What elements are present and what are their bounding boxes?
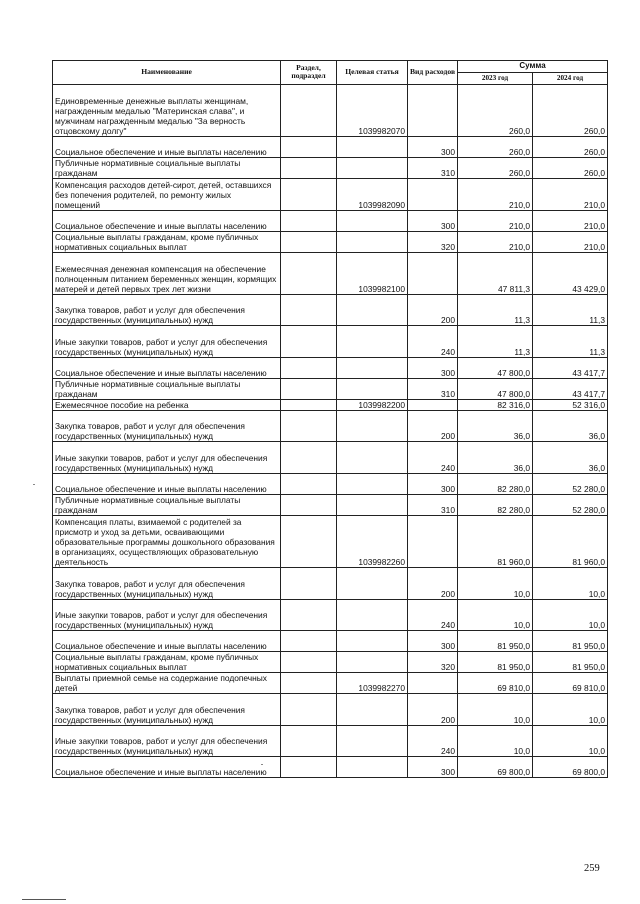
row-sum-2024: 260,0 — [533, 158, 608, 179]
row-target — [337, 357, 408, 378]
row-sum-2023: 260,0 — [458, 84, 533, 137]
row-section — [281, 442, 337, 474]
row-name: Публичные нормативные социальные выплаты гражданам — [53, 378, 281, 399]
row-target: 1039982200 — [337, 399, 408, 410]
row-kind — [408, 515, 458, 568]
table-row — [53, 568, 608, 600]
row-sum-2023: 10,0 — [458, 599, 533, 631]
row-sum-2024: 11,3 — [533, 326, 608, 358]
row-name: Социальное обеспечение и иные выплаты населению — [53, 357, 281, 378]
table-row — [53, 694, 608, 726]
row-target — [337, 210, 408, 231]
row-target — [337, 652, 408, 673]
row-sum-2023: 10,0 — [458, 694, 533, 726]
table-row — [53, 84, 608, 137]
table-row — [53, 210, 608, 231]
row-name: Иные закупки товаров, работ и услуг для обеспечения государственных (муниципальных) нужд — [53, 326, 281, 358]
row-name: Социальное обеспечение и иные выплаты населению — [53, 631, 281, 652]
row-name: Ежемесячное пособие на ребенка — [53, 399, 281, 410]
row-sum-2023: 81 950,0 — [458, 631, 533, 652]
row-target — [337, 231, 408, 252]
row-target: 1039982100 — [337, 252, 408, 294]
header-kind: Вид расходов — [408, 61, 458, 85]
row-section — [281, 673, 337, 694]
row-section — [281, 599, 337, 631]
row-name: Закупка товаров, работ и услуг для обеспечения государственных (муниципальных) нужд — [53, 694, 281, 726]
row-section — [281, 494, 337, 515]
row-target — [337, 294, 408, 326]
row-name: Социальное обеспечение и иные выплаты населению — [53, 757, 281, 778]
header-name: Наименование — [53, 61, 281, 85]
row-sum-2024: 10,0 — [533, 568, 608, 600]
row-kind: 300 — [408, 210, 458, 231]
table-row — [53, 179, 608, 211]
table-row — [53, 294, 608, 326]
row-section — [281, 473, 337, 494]
row-kind: 240 — [408, 442, 458, 474]
row-sum-2023: 82 316,0 — [458, 399, 533, 410]
scan-speck — [33, 484, 35, 485]
row-kind — [408, 673, 458, 694]
row-section — [281, 515, 337, 568]
page-number: 259 — [584, 863, 600, 874]
row-sum-2023: 210,0 — [458, 179, 533, 211]
row-kind: 310 — [408, 378, 458, 399]
row-section — [281, 84, 337, 137]
row-sum-2023: 47 800,0 — [458, 378, 533, 399]
row-name: Иные закупки товаров, работ и услуг для обеспечения государственных (муниципальных) нужд — [53, 442, 281, 474]
row-sum-2023: 210,0 — [458, 231, 533, 252]
row-sum-2023: 36,0 — [458, 410, 533, 442]
row-sum-2024: 52 316,0 — [533, 399, 608, 410]
table-row — [53, 599, 608, 631]
table-row — [53, 137, 608, 158]
row-name: Социальное обеспечение и иные выплаты населению — [53, 473, 281, 494]
row-kind — [408, 252, 458, 294]
table-row — [53, 399, 608, 410]
row-sum-2023: 260,0 — [458, 137, 533, 158]
row-target — [337, 137, 408, 158]
row-sum-2024: 43 417,7 — [533, 378, 608, 399]
row-name: Единовременные денежные выплаты женщинам, награжденным медалью "Материнская слава", и мужчинам награжденным медалью "За верность отцовскому долгу" — [53, 84, 281, 137]
header-sum: Сумма — [458, 61, 608, 73]
row-kind: 320 — [408, 231, 458, 252]
row-sum-2023: 82 280,0 — [458, 473, 533, 494]
row-section — [281, 326, 337, 358]
row-target — [337, 378, 408, 399]
row-sum-2024: 52 280,0 — [533, 494, 608, 515]
row-sum-2023: 81 960,0 — [458, 515, 533, 568]
row-name: Компенсация платы, взимаемой с родителей за присмотр и уход за детьми, осваивающими образовательные программы дошкольного образования в организациях, осуществляющих образовательную деятельность — [53, 515, 281, 568]
row-sum-2024: 11,3 — [533, 294, 608, 326]
row-kind — [408, 399, 458, 410]
row-target — [337, 473, 408, 494]
row-target — [337, 757, 408, 778]
row-sum-2024: 43 417,7 — [533, 357, 608, 378]
row-sum-2024: 81 960,0 — [533, 515, 608, 568]
row-target — [337, 326, 408, 358]
row-name: Выплаты приемной семье на содержание подопечных детей — [53, 673, 281, 694]
row-target — [337, 410, 408, 442]
header-year-2023: 2023 год — [458, 72, 533, 84]
table-row — [53, 442, 608, 474]
table-row — [53, 473, 608, 494]
row-sum-2023: 47 811,3 — [458, 252, 533, 294]
table-row — [53, 725, 608, 757]
row-target — [337, 442, 408, 474]
row-name: Закупка товаров, работ и услуг для обеспечения государственных (муниципальных) нужд — [53, 410, 281, 442]
row-kind — [408, 179, 458, 211]
row-sum-2023: 11,3 — [458, 326, 533, 358]
row-section — [281, 694, 337, 726]
row-target: 1039982270 — [337, 673, 408, 694]
row-section — [281, 568, 337, 600]
table-row — [53, 515, 608, 568]
row-name: Закупка товаров, работ и услуг для обеспечения государственных (муниципальных) нужд — [53, 568, 281, 600]
row-sum-2024: 69 810,0 — [533, 673, 608, 694]
table-row — [53, 378, 608, 399]
row-target: 1039982260 — [337, 515, 408, 568]
row-section — [281, 631, 337, 652]
row-section — [281, 357, 337, 378]
row-sum-2024: 10,0 — [533, 599, 608, 631]
table-body — [53, 84, 608, 778]
row-sum-2024: 10,0 — [533, 694, 608, 726]
row-name: Иные закупки товаров, работ и услуг для обеспечения государственных (муниципальных) нужд — [53, 725, 281, 757]
row-sum-2024: 210,0 — [533, 179, 608, 211]
row-section — [281, 252, 337, 294]
row-sum-2024: 69 800,0 — [533, 757, 608, 778]
row-target: 1039982090 — [337, 179, 408, 211]
table-row — [53, 652, 608, 673]
row-sum-2024: 81 950,0 — [533, 652, 608, 673]
row-sum-2024: 210,0 — [533, 210, 608, 231]
row-name: Ежемесячная денежная компенсация на обеспечение полноценным питанием беременных женщин, кормящих матерей и детей первых трех лет жизни — [53, 252, 281, 294]
row-sum-2023: 210,0 — [458, 210, 533, 231]
row-sum-2024: 43 429,0 — [533, 252, 608, 294]
row-section — [281, 410, 337, 442]
row-section — [281, 757, 337, 778]
row-name: Закупка товаров, работ и услуг для обеспечения государственных (муниципальных) нужд — [53, 294, 281, 326]
header-year-2024: 2024 год — [533, 72, 608, 84]
table-row — [53, 231, 608, 252]
row-section — [281, 158, 337, 179]
row-sum-2023: 69 800,0 — [458, 757, 533, 778]
row-sum-2023: 82 280,0 — [458, 494, 533, 515]
row-target — [337, 568, 408, 600]
row-kind: 300 — [408, 357, 458, 378]
row-sum-2024: 10,0 — [533, 725, 608, 757]
row-name: Социальные выплаты гражданам, кроме публичных нормативных социальных выплат — [53, 652, 281, 673]
row-target — [337, 631, 408, 652]
row-kind: 300 — [408, 473, 458, 494]
scan-speck — [261, 764, 263, 765]
row-name: Иные закупки товаров, работ и услуг для обеспечения государственных (муниципальных) нужд — [53, 599, 281, 631]
row-target — [337, 599, 408, 631]
row-target — [337, 694, 408, 726]
row-kind: 240 — [408, 599, 458, 631]
header-section: Раздел, подраздел — [281, 61, 337, 85]
row-section — [281, 725, 337, 757]
row-section — [281, 399, 337, 410]
row-kind: 240 — [408, 725, 458, 757]
row-section — [281, 179, 337, 211]
row-name: Публичные нормативные социальные выплаты гражданам — [53, 494, 281, 515]
row-kind: 300 — [408, 757, 458, 778]
row-sum-2024: 36,0 — [533, 410, 608, 442]
row-kind: 310 — [408, 494, 458, 515]
row-sum-2024: 52 280,0 — [533, 473, 608, 494]
scan-edge-line — [22, 899, 66, 900]
row-kind: 240 — [408, 326, 458, 358]
row-name: Социальное обеспечение и иные выплаты населению — [53, 137, 281, 158]
table-row — [53, 410, 608, 442]
row-name: Публичные нормативные социальные выплаты гражданам — [53, 158, 281, 179]
table-row — [53, 631, 608, 652]
table-row — [53, 357, 608, 378]
row-sum-2023: 10,0 — [458, 725, 533, 757]
row-sum-2024: 36,0 — [533, 442, 608, 474]
row-kind — [408, 84, 458, 137]
row-kind: 200 — [408, 568, 458, 600]
row-kind: 200 — [408, 410, 458, 442]
table-row — [53, 673, 608, 694]
header-target: Целевая статья — [337, 61, 408, 85]
row-target — [337, 725, 408, 757]
row-sum-2023: 81 950,0 — [458, 652, 533, 673]
row-sum-2023: 47 800,0 — [458, 357, 533, 378]
row-target — [337, 494, 408, 515]
row-sum-2023: 10,0 — [458, 568, 533, 600]
row-sum-2024: 260,0 — [533, 137, 608, 158]
row-section — [281, 231, 337, 252]
row-name: Социальное обеспечение и иные выплаты населению — [53, 210, 281, 231]
row-kind: 200 — [408, 694, 458, 726]
row-section — [281, 652, 337, 673]
table-row — [53, 757, 608, 778]
row-section — [281, 294, 337, 326]
row-name: Социальные выплаты гражданам, кроме публичных нормативных социальных выплат — [53, 231, 281, 252]
table-row — [53, 158, 608, 179]
row-sum-2023: 260,0 — [458, 158, 533, 179]
row-sum-2024: 210,0 — [533, 231, 608, 252]
table-row — [53, 326, 608, 358]
row-kind: 310 — [408, 158, 458, 179]
row-name: Компенсация расходов детей-сирот, детей, оставшихся без попечения родителей, по ремонту жилых помещений — [53, 179, 281, 211]
table-row — [53, 494, 608, 515]
row-sum-2023: 69 810,0 — [458, 673, 533, 694]
row-kind: 320 — [408, 652, 458, 673]
row-target: 1039982070 — [337, 84, 408, 137]
row-section — [281, 378, 337, 399]
row-kind: 200 — [408, 294, 458, 326]
row-sum-2024: 81 950,0 — [533, 631, 608, 652]
row-kind: 300 — [408, 137, 458, 158]
row-kind: 300 — [408, 631, 458, 652]
budget-table — [52, 60, 608, 778]
row-sum-2024: 260,0 — [533, 84, 608, 137]
row-target — [337, 158, 408, 179]
row-section — [281, 137, 337, 158]
row-section — [281, 210, 337, 231]
table-row — [53, 252, 608, 294]
row-sum-2023: 11,3 — [458, 294, 533, 326]
row-sum-2023: 36,0 — [458, 442, 533, 474]
